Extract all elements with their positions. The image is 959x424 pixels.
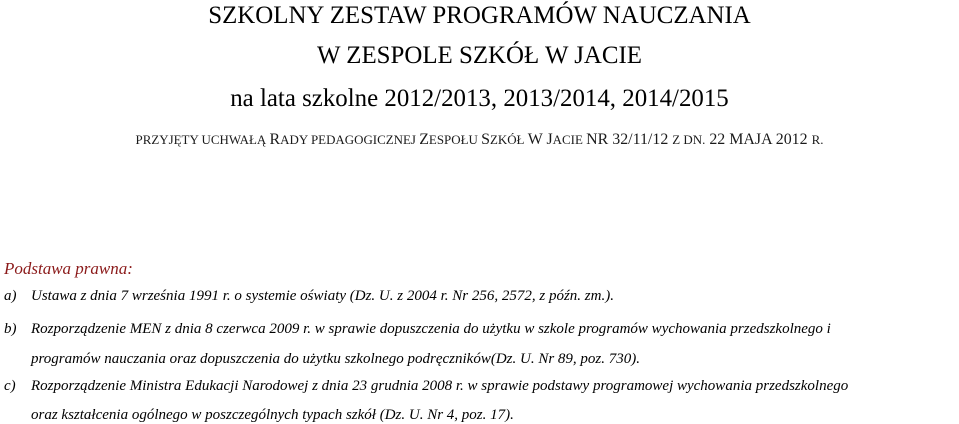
approval-part: NR 32/11/12 [586,131,673,148]
approval-statement [2,130,957,150]
legal-basis-item-text: Ustawa z dnia 7 września 1991 r. o systemie oświaty (Dz. U. z 2004 r. Nr 256, 2572, z późn. zm.). [31,288,614,304]
approval-part: ESPOŁU [428,132,482,147]
document-title-line-2: W ZESPOLE SZKÓŁ W JACIE [316,42,643,69]
list-marker: b) [4,321,17,337]
document-title-line-1: SZKOLNY ZESTAW PROGRAMÓW NAUCZANIA [208,2,751,29]
legal-basis-heading: Podstawa prawna: [4,259,133,278]
approval-part: ACIE [552,132,587,147]
legal-basis-item-text: Rozporządzenie Ministra Edukacji Narodowej z dnia 23 grudnia 2008 r. w sprawie podstawy programowej wychowania przedszkolnego [31,378,849,394]
approval-part: ADY PEDAGOGICZNEJ [280,132,420,147]
legal-basis-item-b [4,320,831,338]
approval-part: ZKÓŁ [489,132,528,147]
legal-basis-item-c-continuation: oraz kształcenia ogólnego w poszczególnych typach szkół (Dz. U. Nr 4, poz. 17). [31,407,514,423]
approval-part: R [269,131,281,148]
list-marker: c) [4,378,16,394]
approval-part: W J [527,131,553,148]
legal-basis-item-a [4,287,614,305]
approval-part: S [481,131,490,148]
legal-basis-item-b-continuation: programów nauczania oraz dopuszczenia do użytku szkolnego podręczników(Dz. U. Nr 89, poz. 730). [31,351,641,367]
legal-basis-item-c [4,377,848,395]
approval-part: Z [419,131,429,148]
legal-basis-item-text: Rozporządzenie MEN z dnia 8 czerwca 2009 r. w sprawie dopuszczenia do użytku w szkole programów wychowania przedszkolnego i [31,321,831,337]
list-marker: a) [4,288,17,304]
approval-part: R. [811,132,824,147]
approval-part: 22 MAJA 2012 [705,131,812,148]
document-title-line-3: na lata szkolne 2012/2013, 2013/2014, 2014/2015 [230,85,729,112]
approval-part: Z DN. [672,132,706,147]
approval-part: PRZYJĘTY UCHWAŁĄ [135,132,270,147]
